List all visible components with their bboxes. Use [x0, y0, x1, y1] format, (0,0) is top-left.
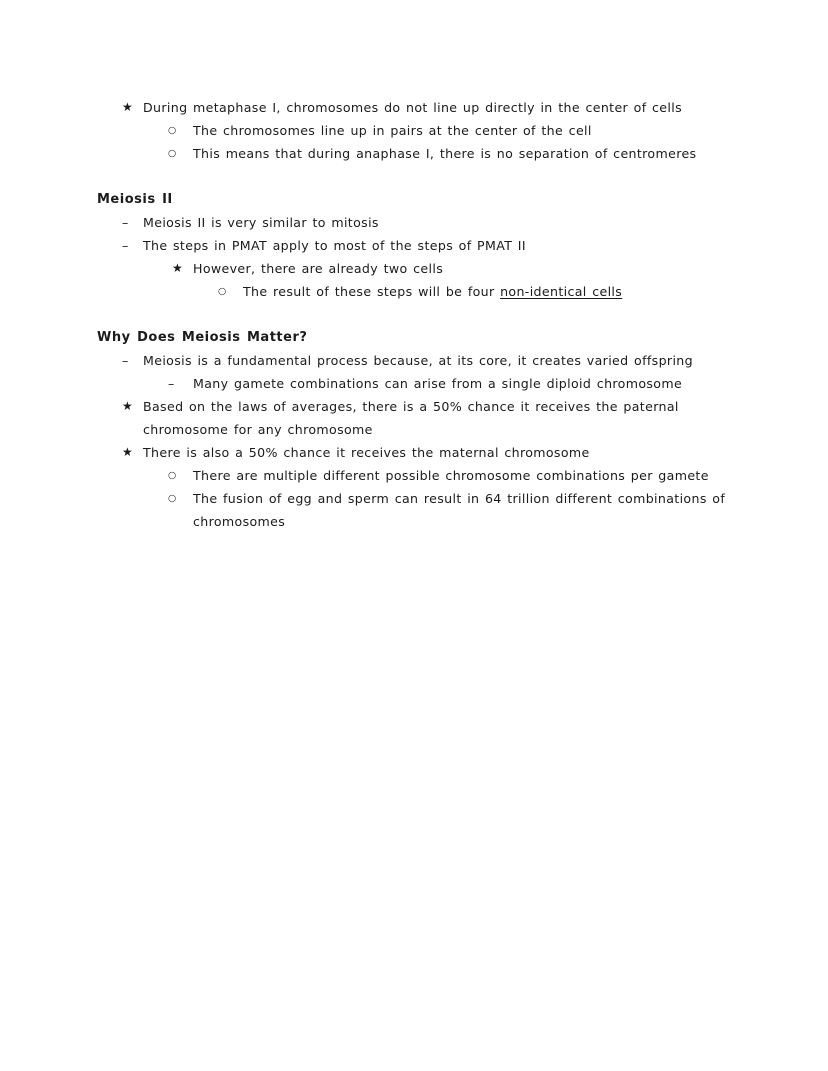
section-spacer: [97, 303, 737, 326]
circle-bullet-icon: ○: [218, 286, 227, 297]
list-item: [218, 280, 737, 303]
list-item: [168, 487, 737, 533]
list-item-text: However, there are already two cells: [193, 261, 444, 276]
dash-bullet-icon: –: [122, 353, 129, 368]
section-heading-why-does-meiosis-matter: Why Does Meiosis Matter?: [97, 330, 308, 345]
underlined-term: non-identical cells: [500, 284, 623, 299]
list-item: [168, 142, 737, 165]
list-item-text: Many gamete combinations can arise from a single diploid chromosome: [193, 376, 683, 391]
dash-bullet-icon: –: [122, 238, 129, 253]
list-item: [168, 372, 737, 395]
dash-bullet-icon: –: [168, 376, 175, 391]
list-item-text: [243, 280, 737, 303]
section-heading-meiosis-ii: Meiosis II: [97, 192, 173, 207]
star-bullet-icon: ★: [172, 261, 184, 275]
star-bullet-icon: ★: [122, 399, 134, 413]
list-item-text: There are multiple different possible chromosome combinations per gamete: [193, 468, 709, 483]
list-item-text: The fusion of egg and sperm can result in 64 trillion different combinations of chromosomes: [193, 491, 726, 529]
list-item: [122, 395, 737, 441]
list-item: [122, 211, 737, 234]
circle-bullet-icon: ○: [168, 125, 177, 136]
notes-body: [97, 96, 737, 533]
list-item-text: Based on the laws of averages, there is a 50% chance it receives the paternal chromosome for any chromosome: [143, 399, 679, 437]
circle-bullet-icon: ○: [168, 148, 177, 159]
star-bullet-icon: ★: [122, 445, 134, 459]
circle-bullet-icon: ○: [168, 470, 177, 481]
list-item: [122, 234, 737, 257]
list-item: [122, 349, 737, 372]
list-item-text: The steps in PMAT apply to most of the steps of PMAT II: [143, 238, 526, 253]
list-item-text: Meiosis II is very similar to mitosis: [143, 215, 379, 230]
list-item: [168, 464, 737, 487]
list-item: [122, 96, 737, 119]
list-item: [172, 257, 737, 280]
list-item: [168, 119, 737, 142]
list-item-text: The chromosomes line up in pairs at the center of the cell: [193, 123, 592, 138]
list-item-text: Meiosis is a fundamental process because, at its core, it creates varied offspring: [143, 353, 693, 368]
section-spacer: [97, 165, 737, 188]
list-item-text: During metaphase I, chromosomes do not line up directly in the center of cells: [143, 100, 683, 115]
list-item: [122, 441, 737, 464]
circle-bullet-icon: ○: [168, 493, 177, 504]
list-item-text: There is also a 50% chance it receives the maternal chromosome: [143, 445, 590, 460]
star-bullet-icon: ★: [122, 100, 134, 114]
list-item-text: This means that during anaphase I, there is no separation of centromeres: [193, 146, 697, 161]
list-item-text-plain: The result of these steps will be four: [243, 284, 501, 299]
dash-bullet-icon: –: [122, 215, 129, 230]
